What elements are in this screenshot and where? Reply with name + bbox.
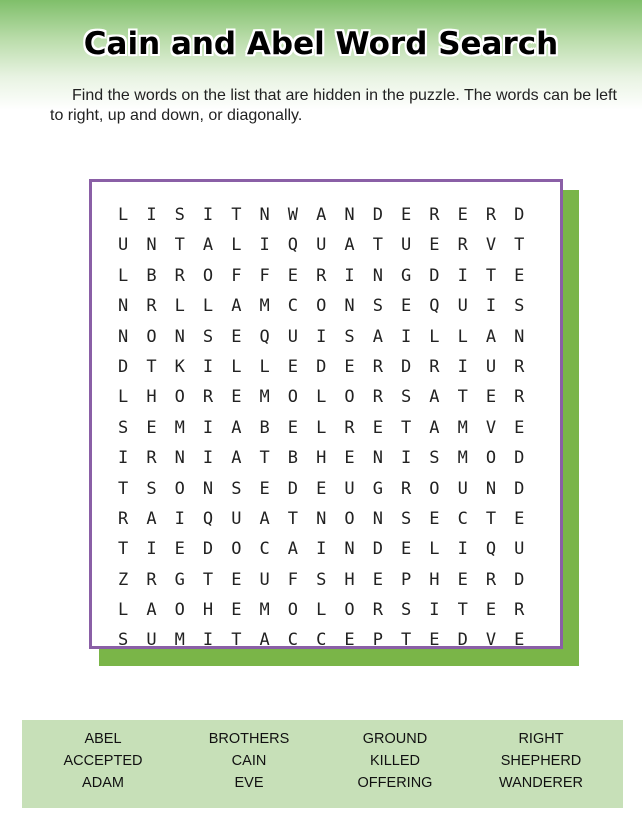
grid-letter: T (287, 508, 299, 529)
grid-letter: T (457, 387, 468, 408)
grid-letter: E (259, 478, 270, 499)
grid-letter: T (231, 630, 242, 651)
grid-letter: E (316, 478, 327, 499)
grid-letter: L (316, 387, 327, 408)
grid-letter: I (457, 356, 468, 377)
grid-letter: I (118, 448, 129, 469)
grid-letter: N (202, 478, 214, 499)
grid-letter: I (400, 326, 412, 347)
grid-letter: L (118, 387, 129, 408)
grid-letter: N (146, 235, 157, 256)
grid-letter: O (174, 387, 185, 408)
grid-letter: R (344, 417, 355, 438)
grid-letter: E (344, 356, 355, 377)
grid-letter: T (457, 600, 468, 621)
grid-letter: Q (429, 296, 440, 317)
grid-letter: U (146, 630, 157, 651)
grid-letter: T (118, 478, 129, 499)
grid-letter: E (174, 539, 185, 560)
grid-letter: R (316, 265, 327, 286)
grid-letter: Q (202, 508, 214, 529)
grid-letter: I (400, 448, 412, 469)
word-item: BROTHERS (208, 731, 290, 747)
grid-letter: I (146, 205, 157, 225)
grid-letter: N (174, 448, 185, 469)
grid-letter: R (146, 448, 157, 469)
grid-letter: H (146, 387, 157, 408)
grid-letter: A (316, 205, 327, 225)
letter-grid (109, 200, 533, 656)
grid-letter: U (344, 478, 355, 499)
grid-letter: Q (485, 539, 497, 560)
grid-letter: U (485, 356, 497, 377)
grid-letter: F (259, 265, 270, 286)
word-column-2 (174, 728, 324, 794)
word-item: ACCEPTED (63, 753, 143, 769)
grid-letter: N (316, 508, 327, 529)
grid-letter: T (485, 265, 497, 286)
grid-letter: N (372, 448, 383, 469)
word-item: RIGHT (518, 731, 564, 747)
grid-letter: U (118, 235, 129, 256)
grid-letter: S (231, 478, 242, 499)
grid-letter: N (259, 205, 270, 225)
grid-letter: E (344, 448, 355, 469)
grid-letter: A (287, 539, 299, 560)
grid-letter: S (174, 205, 185, 225)
grid-letter: O (316, 296, 327, 317)
grid-letter: T (514, 235, 525, 256)
grid-letter: N (344, 205, 355, 225)
grid-letter: M (174, 630, 185, 651)
grid-letter: W (287, 205, 299, 225)
grid-letter: E (231, 569, 242, 590)
grid-letter: I (457, 265, 468, 286)
grid-letter: T (174, 235, 185, 256)
grid-letter: D (514, 478, 525, 499)
grid-letter: C (287, 630, 299, 651)
grid-letter: S (202, 326, 214, 347)
grid-letter: R (202, 387, 214, 408)
grid-letter: E (400, 296, 412, 317)
grid-letter: A (259, 630, 270, 651)
grid-letter: H (344, 569, 355, 590)
grid-letter: I (259, 235, 270, 256)
grid-letter: T (372, 235, 383, 256)
grid-letter: U (259, 569, 270, 590)
grid-letter: D (514, 205, 525, 225)
grid-letter: O (485, 448, 497, 469)
grid-letter: O (344, 387, 355, 408)
grid-letter: R (174, 265, 185, 286)
grid-letter: R (372, 600, 383, 621)
grid-letter: N (344, 539, 355, 560)
word-column-3 (320, 728, 470, 794)
grid-letter: T (400, 630, 412, 651)
grid-letter: O (344, 600, 355, 621)
grid-letter: I (174, 508, 185, 529)
word-item: ABEL (84, 731, 122, 747)
grid-letter: L (259, 356, 270, 377)
grid-letter: I (457, 539, 468, 560)
grid-letter: P (400, 569, 412, 590)
grid-letter: B (259, 417, 270, 438)
grid-letter: E (146, 417, 157, 438)
grid-letter: A (231, 448, 242, 469)
grid-letter: G (372, 478, 383, 499)
grid-letter: I (202, 630, 214, 651)
grid-letter: B (146, 265, 157, 286)
grid-letter: P (372, 630, 383, 651)
grid-letter: R (485, 569, 497, 590)
grid-letter: A (344, 235, 355, 256)
grid-letter: E (372, 569, 383, 590)
word-column-4 (466, 728, 616, 794)
word-item: OFFERING (357, 775, 433, 791)
grid-letter: I (202, 205, 214, 225)
grid-letter: C (259, 539, 270, 560)
grid-letter: U (231, 508, 242, 529)
grid-letter: A (202, 235, 214, 256)
grid-letter: E (429, 630, 440, 651)
grid-letter: C (287, 296, 299, 317)
grid-letter: S (400, 508, 412, 529)
grid-letter: D (514, 448, 525, 469)
grid-letter: A (259, 508, 270, 529)
grid-letter: S (514, 296, 525, 317)
grid-letter: O (287, 600, 299, 621)
grid-letter: E (457, 205, 468, 225)
grid-letter: R (514, 600, 525, 621)
grid-letter: D (316, 356, 327, 377)
grid-letter: S (344, 326, 355, 347)
grid-letter: U (457, 296, 468, 317)
grid-letter: L (231, 356, 242, 377)
grid-letter: T (202, 569, 214, 590)
grid-letter: I (429, 600, 440, 621)
grid-letter: O (146, 326, 157, 347)
grid-letter: O (344, 508, 355, 529)
word-item: SHEPHERD (500, 753, 582, 769)
grid-letter: A (429, 387, 440, 408)
grid-letter: M (259, 600, 270, 621)
grid-letter: N (344, 296, 355, 317)
page-title: Cain and Abel Word Search (83, 26, 559, 62)
grid-letter: I (202, 448, 214, 469)
grid-letter: I (316, 326, 327, 347)
grid-letter: R (429, 205, 440, 225)
grid-letter: R (372, 387, 383, 408)
word-item: WANDERER (498, 775, 584, 791)
grid-letter: B (287, 448, 299, 469)
grid-letter: I (202, 417, 214, 438)
word-item: GROUND (362, 731, 428, 747)
grid-letter: A (429, 417, 440, 438)
grid-letter: U (287, 326, 299, 347)
grid-letter: V (485, 417, 497, 438)
grid-letter: H (316, 448, 327, 469)
grid-letter: M (174, 417, 185, 438)
grid-letter: E (231, 600, 242, 621)
grid-letter: M (259, 296, 270, 317)
grid-letter: E (372, 417, 383, 438)
grid-letter: A (485, 326, 497, 347)
grid-letter: N (118, 326, 129, 347)
grid-letter: F (231, 265, 242, 286)
grid-letter: L (231, 235, 242, 256)
grid-letter: A (231, 296, 242, 317)
grid-letter: H (429, 569, 440, 590)
grid-letter: R (146, 569, 157, 590)
instructions-text: Find the words on the list that are hidden in the puzzle. The words can be left to right, up and down, or diagonally. (50, 87, 617, 124)
word-item: KILLED (370, 753, 420, 769)
grid-letter: A (146, 600, 157, 621)
grid-letter: L (174, 296, 185, 317)
grid-letter: L (429, 326, 440, 347)
grid-letter: R (485, 205, 497, 225)
grid-letter: E (457, 569, 468, 590)
grid-letter: D (429, 265, 440, 286)
grid-letter: Q (259, 326, 270, 347)
grid-letter: M (457, 417, 468, 438)
grid-letter: O (174, 600, 185, 621)
grid-letter: V (485, 235, 497, 256)
grid-letter: E (231, 326, 242, 347)
grid-letter: T (118, 539, 129, 560)
grid-letter: E (231, 387, 242, 408)
grid-letter: S (146, 478, 157, 499)
grid-letter: E (429, 235, 440, 256)
grid-letter: K (174, 356, 185, 377)
grid-letter: L (118, 205, 129, 225)
grid-letter: S (429, 448, 440, 469)
word-item: EVE (234, 775, 264, 791)
grid-letter: U (316, 235, 327, 256)
grid-letter: L (429, 539, 440, 560)
grid-letter: E (344, 630, 355, 651)
grid-letter: R (372, 356, 383, 377)
grid-letter: I (146, 539, 157, 560)
grid-letter: R (514, 387, 525, 408)
grid-letter: T (400, 417, 412, 438)
grid-letter: I (485, 296, 497, 317)
grid-letter: T (231, 205, 242, 225)
grid-letter: Q (287, 235, 299, 256)
grid-letter: U (457, 478, 468, 499)
grid-letter: D (118, 356, 129, 377)
grid-letter: R (514, 356, 525, 377)
word-item: CAIN (231, 753, 267, 769)
grid-letter: D (372, 539, 383, 560)
grid-letter: E (514, 417, 525, 438)
grid-letter: E (514, 265, 525, 286)
grid-letter: C (316, 630, 327, 651)
grid-letter: E (287, 265, 299, 286)
grid-letter: N (485, 478, 497, 499)
grid-letter: R (429, 356, 440, 377)
grid-letter: E (485, 600, 497, 621)
grid-letter: E (400, 539, 412, 560)
grid-letter: F (287, 569, 299, 590)
grid-letter: R (118, 508, 129, 529)
puzzle-box (89, 179, 563, 649)
grid-letter: O (202, 265, 214, 286)
grid-letter: T (485, 508, 497, 529)
grid-letter: O (174, 478, 185, 499)
grid-letter: R (457, 235, 468, 256)
grid-letter: I (202, 356, 214, 377)
grid-letter: S (400, 387, 412, 408)
grid-letter: N (372, 265, 383, 286)
grid-letter: T (259, 448, 270, 469)
grid-letter: L (316, 600, 327, 621)
grid-letter: U (514, 539, 525, 560)
grid-letter: C (457, 508, 468, 529)
grid-letter: D (457, 630, 468, 651)
grid-letter: A (372, 326, 383, 347)
grid-letter: E (514, 508, 525, 529)
word-item: ADAM (82, 775, 124, 791)
grid-letter: O (429, 478, 440, 499)
grid-letter: S (400, 600, 412, 621)
grid-letter: G (400, 265, 412, 286)
grid-letter: E (429, 508, 440, 529)
grid-letter: S (316, 569, 327, 590)
grid-letter: E (287, 356, 299, 377)
grid-letter: L (316, 417, 327, 438)
grid-letter: L (118, 265, 129, 286)
grid-letter: T (146, 356, 157, 377)
grid-letter: D (400, 356, 412, 377)
grid-letter: N (514, 326, 525, 347)
grid-letter: E (400, 205, 412, 225)
grid-letter: O (231, 539, 242, 560)
grid-letter: A (146, 508, 157, 529)
grid-letter: I (316, 539, 327, 560)
grid-letter: M (259, 387, 270, 408)
grid-letter: S (118, 630, 129, 651)
grid-letter: D (287, 478, 299, 499)
grid-letter: R (146, 296, 157, 317)
grid-letter: S (372, 296, 383, 317)
grid-letter: S (118, 417, 129, 438)
grid-letter: L (202, 296, 214, 317)
grid-letter: D (372, 205, 383, 225)
grid-letter: N (174, 326, 185, 347)
grid-letter: I (344, 265, 355, 286)
word-bank (22, 720, 623, 808)
grid-letter: G (174, 569, 185, 590)
grid-letter: L (457, 326, 468, 347)
grid-letter: L (118, 600, 129, 621)
grid-letter: N (372, 508, 383, 529)
grid-letter: A (231, 417, 242, 438)
grid-letter: R (400, 478, 412, 499)
grid-letter: U (400, 235, 412, 256)
grid-letter: D (202, 539, 214, 560)
grid-letter: E (485, 387, 497, 408)
grid-letter: O (287, 387, 299, 408)
grid-letter: E (287, 417, 299, 438)
grid-letter: D (514, 569, 525, 590)
grid-letter: H (202, 600, 214, 621)
grid-letter: M (457, 448, 468, 469)
grid-letter: Z (118, 569, 129, 590)
grid-letter: N (118, 296, 129, 317)
word-column-1 (28, 728, 178, 794)
grid-letter: V (485, 630, 497, 651)
grid-letter: E (514, 630, 525, 651)
